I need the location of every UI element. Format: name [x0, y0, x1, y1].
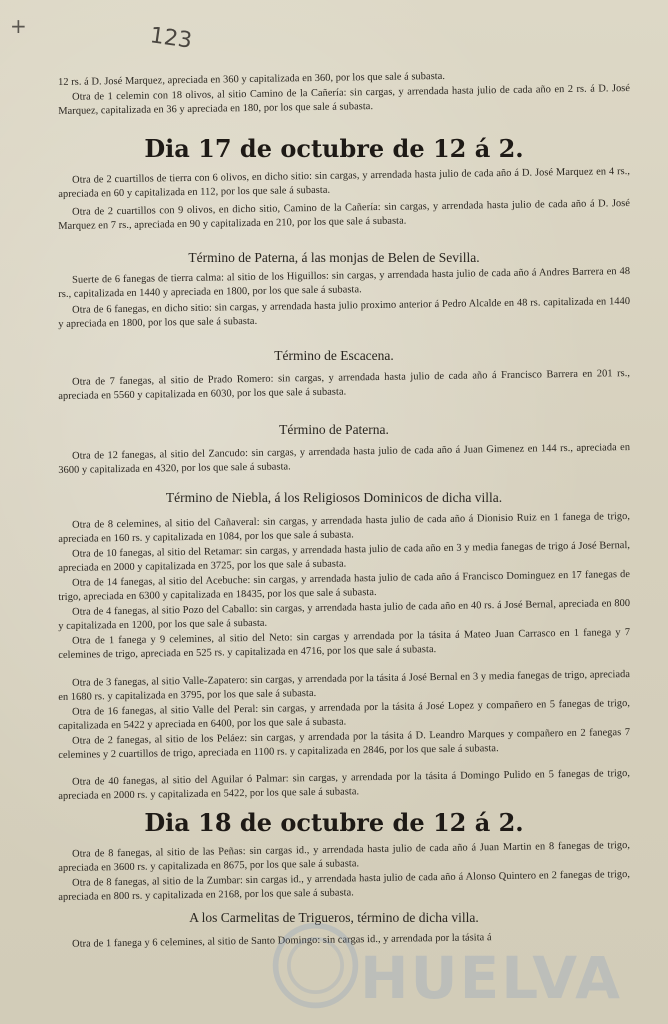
- paragraph-11: Otra de 14 fanegas, al sitio del Acebuche: sin cargas, y arrendada hasta julio de cada año á Francisco Dominguez en 17 fanegas de trigo, apreciada en 6300 y capitalizada en 18435, por los que sale á subasta.: [58, 569, 631, 603]
- paragraph-3: Otra de 2 cuartillos de tierra con 6 olivos, en dicho sitio: sin cargas, y arrendada hasta julio de cada año á D. José Marquez en 4 rs., apreciada en 60 y capitalizada en 112, por los que sale á subasta.: [58, 166, 631, 200]
- paragraph-14: Otra de 3 fanegas, al sitio Valle-Zapatero: sin cargas, y arrendada por la tásita á José Bernal en 3 y media fanegas de trigo, apreciada en 1680 rs. y capitalizada en 3795, por los que sale á subasta.: [58, 669, 631, 703]
- huelva-watermark: HUELVA: [360, 944, 623, 1012]
- paragraph-15: Otra de 16 fanegas, al sitio Valle del Peral: sin cargas, y arrendada por la tásita á José Lopez y compañero en 5 fanegas de trigo, capitalizada en 5422 y apreciada en 6400, por los que sale á subasta.: [58, 698, 631, 732]
- paragraph-10: Otra de 10 fanegas, al sitio del Retamar: sin cargas, y arrendada hasta julio de cada año en 3 y media fanegas de trigo á José Bernal, apreciada en 2000 y capitalizada en 3725, por los que sale á subasta.: [58, 540, 631, 574]
- section-paterna: Término de Paterna.: [279, 422, 389, 437]
- paragraph-9: Otra de 8 celemines, al sitio del Cañaveral: sin cargas, y arrendada hasta julio de cada año á Dionisio Ruiz en 1 fanega de trigo, apreciada en 160 rs. y capitalizada en 1084, por los que sale á subasta.: [58, 511, 631, 545]
- section-escacena: Término de Escacena.: [274, 348, 394, 363]
- paragraph-4: Otra de 2 cuartillos con 9 olivos, en dicho sitio, Camino de la Cañería: sin cargas, y arrendada hasta julio de cada año á D. José Marquez en 7 rs., apreciada en 90 y capitalizada en 210, por los que sale á subasta.: [58, 198, 631, 232]
- margin-cross-mark: +: [10, 14, 27, 38]
- section-carmelitas-trigueros: A los Carmelitas de Trigueros, término de dicha villa.: [189, 910, 479, 925]
- paragraph-17: Otra de 40 fanegas, al sitio del Aguilar ó Palmar: sin cargas, y arrendada por la tásita á Domingo Pulido en 5 fanegas de trigo, apreciada en 2000 rs. y capitalizada en 5422, por los que sale á subasta.: [58, 768, 631, 802]
- paragraph-6: Otra de 6 fanegas, en dicho sitio: sin cargas, y arrendada hasta julio proximo anterior á Pedro Alcalde en 48 rs. capitalizada en 1440 y apreciada en 1800, por los que sale á subasta.: [58, 296, 631, 330]
- paragraph-1: 12 rs. á D. José Marquez, apreciada en 360 y capitalizada en 360, por los que sale á subasta.: [58, 70, 446, 88]
- folio-number: 123: [148, 23, 194, 54]
- section-paterna-belen: Término de Paterna, á las monjas de Belen de Sevilla.: [188, 250, 480, 265]
- paragraph-19: Otra de 8 fanegas, al sitio de la Zumbar: sin cargas id., y arrendada hasta julio de cada año á Alonso Quintero en 2 fanegas de trigo, apreciada en 800 rs. y capitalizada en 2168, por los que sale á subasta.: [58, 869, 631, 903]
- paragraph-12: Otra de 4 fanegas, al sitio Pozo del Caballo: sin cargas, y arrendada hasta julio de cada año en 40 rs. á José Bernal, apreciada en 800 y capitalizada en 1200, por los que sale á subasta.: [58, 598, 631, 632]
- paragraph-20: Otra de 1 fanega y 6 celemines, al sitio de Santo Domingo: sin cargas id., y arrendada por la tásita á: [72, 932, 492, 950]
- paragraph-18: Otra de 8 fanegas, al sitio de las Peñas: sin cargas id., y arrendada hasta julio de cada año á Juan Martin en 8 fanegas de trigo, apreciada en 3600 rs. y capitalizada en 8675, por los que sale á subasta.: [58, 840, 631, 874]
- date-heading-17: Dia 17 de octubre de 12 á 2.: [144, 134, 524, 163]
- paragraph-7: Otra de 7 fanegas, al sitio de Prado Romero: sin cargas, y arrendada hasta julio de cada año á Francisco Barrera en 201 rs., apreciada en 5560 y capitalizada en 6030, por los que sale á subasta.: [58, 368, 631, 402]
- paragraph-16: Otra de 2 fanegas, al sitio de los Peláez: sin cargas, y arrendada por la tásita á D. Leandro Marques y compañero en 2 fanegas 7 celemines y 2 cuartillos de trigo, apreciada en 1100 rs. y capitalizada en 2846, por los que sale á subasta.: [58, 727, 631, 761]
- section-niebla-dominicos: Término de Niebla, á los Religiosos Dominicos de dicha villa.: [165, 490, 503, 505]
- paragraph-13: Otra de 1 fanega y 9 celemines, al sitio del Neto: sin cargas y arrendada por la tásita á Mateo Juan Carrasco en 1 fanega y 7 celemines de trigo, apreciada en 525 rs. y capitalizada en 4716, por los que sale á subasta.: [58, 627, 631, 661]
- date-heading-18: Dia 18 de octubre de 12 á 2.: [144, 808, 524, 837]
- paragraph-5: Suerte de 6 fanegas de tierra calma: al sitio de los Higuillos: sin cargas, y arrendada hasta julio de cada año á Andres Barrera en 48 rs., capitalizada en 1440 y apreciada en 1800, por los que sale á subasta.: [58, 266, 631, 300]
- paragraph-8: Otra de 12 fanegas, al sitio del Zancudo: sin cargas, y arrendada hasta julio de cada año á Juan Gimenez en 144 rs., apreciada en 3600 y capitalizada en 4320, por los que sale á subasta.: [58, 442, 631, 476]
- paragraph-2: Otra de 1 celemin con 18 olivos, al sitio Camino de la Cañería: sin cargas, y arrendada hasta julio de cada año en 2 rs. á D. José Marquez, capitalizada en 36 y apreciada en 180, por los que sale á subasta.: [58, 83, 631, 117]
- archive-seal-watermark: [268, 918, 363, 1013]
